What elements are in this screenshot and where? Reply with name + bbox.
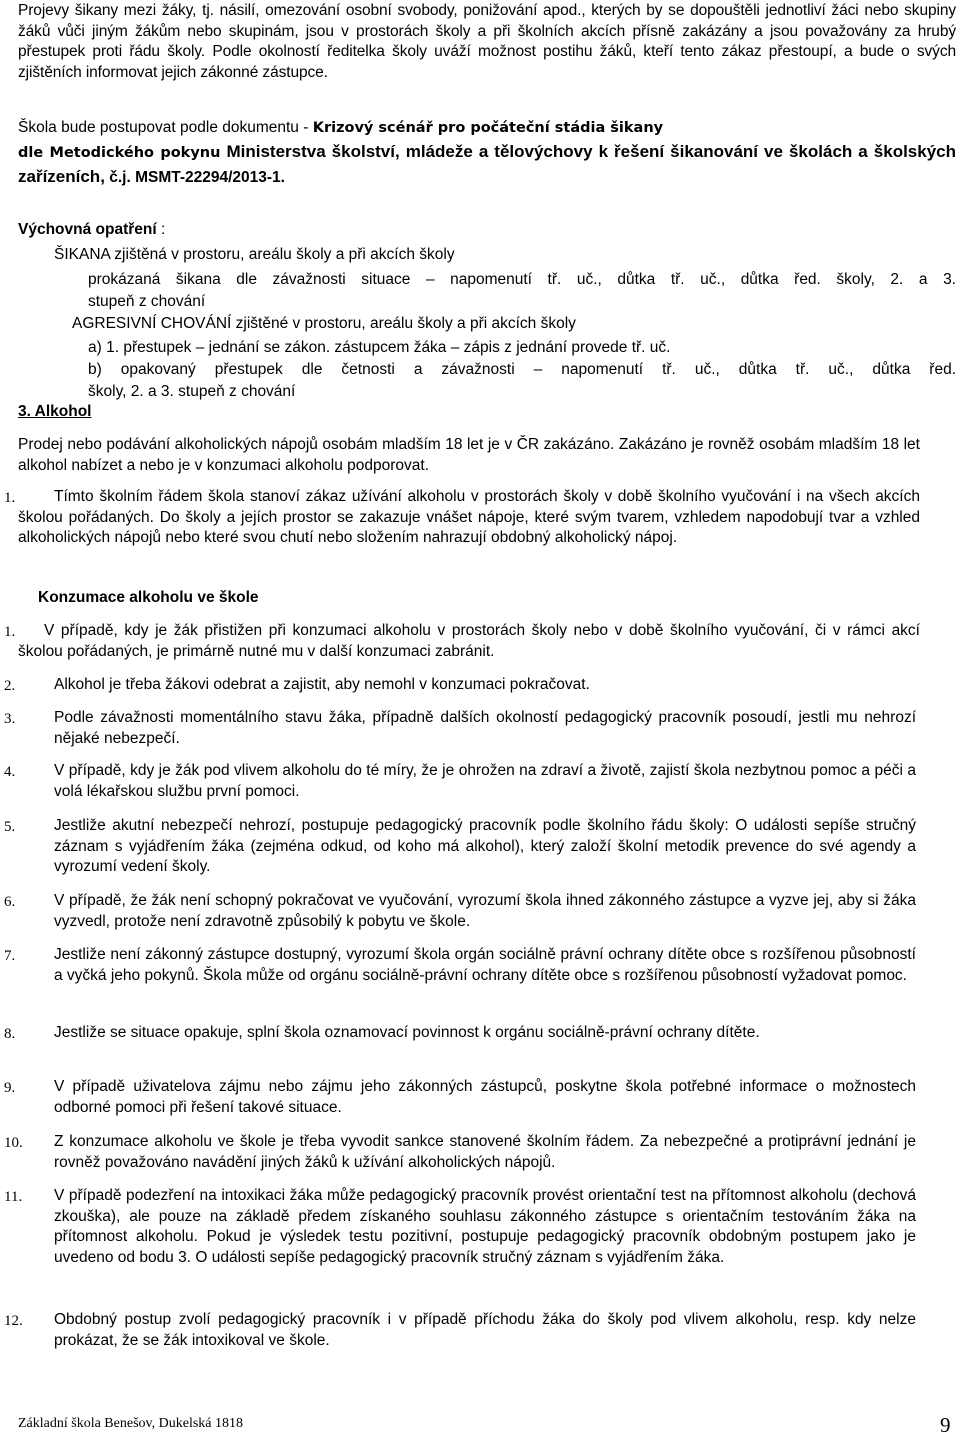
procedure-lead: Škola bude postupovat podle dokumentu -: [18, 119, 313, 136]
alcohol-heading: 3. Alkohol: [18, 403, 92, 420]
rule-number: 1.: [4, 490, 16, 506]
item-number: 4.: [4, 764, 16, 780]
crisis-scenario-title: Krizový scénář pro počáteční stádia šikany: [312, 120, 664, 136]
item-number: 3.: [4, 711, 16, 727]
item-number: 2.: [4, 678, 16, 694]
reference-number: č.j. MSMT-22294/2013-1.: [104, 169, 285, 186]
list-item: V případě uživatelova zájmu nebo zájmu jeho zákonných zástupců, poskytne škola potřebné informace o možnostech odborné pomoci při řešení takové situace.: [54, 1078, 916, 1116]
measures-title: Výchovná opatření :: [18, 221, 166, 238]
alcohol-intro: Prodej nebo podávání alkoholických nápojů osobám mladším 18 let je v ČR zakázáno. Zakázáno je rovněž osobám mladším 18 let alkohol nabízet a nebo je v konzumaci alkoholu podporovat.: [18, 436, 920, 474]
item-number: 11.: [4, 1189, 23, 1205]
procedure-paragraph: [18, 116, 956, 189]
list-item: Z konzumace alkoholu ve škole je třeba vyvodit sankce stanovené školním řádem. Za nebezpečné a protiprávní jednání je rovněž považováno navádění jiných žáků k užívání alkoholických nápojů.: [54, 1133, 916, 1171]
methodical-guideline: dle Metodického pokynu: [18, 145, 221, 161]
measures-aggression-repeat-cont: školy, 2. a 3. stupeň z chování: [88, 383, 296, 400]
item-number: 7.: [4, 948, 16, 964]
measures-bullying: ŠIKANA zjištěná v prostoru, areálu školy a při akcích školy: [54, 246, 455, 263]
item-number: 8.: [4, 1026, 16, 1042]
list-item: V případě, kdy je žák pod vlivem alkoholu do té míry, že je ohrožen na zdraví a životě, zajistí škola nezbytnou pomoc a péči a volá lékařskou službu první pomoci.: [54, 762, 916, 800]
list-item: V případě, že žák není schopný pokračovat ve vyučování, vyrozumí škola ihned zákonného zástupce a vyzve jej, aby si žáka vyzvedl, protože není zdravotně způsobilý k pobytu ve škole.: [54, 892, 916, 930]
list-item: Jestliže se situace opakuje, splní škola oznamovací povinnost k orgánu sociálně-právní ochrany dítěte.: [54, 1024, 760, 1041]
measures-bullying-penalties-cont: stupeň z chování: [88, 293, 206, 310]
list-item: Podle závažnosti momentálního stavu žáka, případně dalších okolností pedagogický pracovník posoudí, jestli mu nehrozí nějaké nebezpečí.: [54, 709, 916, 747]
intro-paragraph: Projevy šikany mezi žáky, tj. násilí, omezování osobní svobody, ponižování apod., kterých by se dopouštěli jednotliví žáci nebo skupiny žáků vůči jiným žákům nebo skupinám, jsou v prostorách školy a při školních akcích přísně zakázány a jsou považovány za hrubý přestupek proti řádu školy. Podle okolností ředitelka školy uváží možnost postihu žáků, kteří tento zákaz přestoupí, a bude o svých zjištěních informovat jejich zákonné zástupce.: [18, 2, 956, 81]
page-number: 9: [940, 1413, 951, 1437]
list-item: Alkohol je třeba žákovi odebrat a zajistit, aby nemohl v konzumaci pokračovat.: [54, 676, 590, 693]
footer-school: Základní škola Benešov, Dukelská 1818: [18, 1416, 243, 1431]
list-item: Jestliže není zákonný zástupce dostupný, vyrozumí škola orgán sociálně právní ochrany dítěte obce s rozšířenou působností a vyčká jeho pokynů. Škola může od orgánu sociálně-právní ochrany dítěte obce s rozšířenou působností vyžadovat pomoc.: [54, 946, 916, 984]
list-item: Jestliže akutní nebezpečí nehrozí, postupuje pedagogický pracovník podle školního řádu školy: O události sepíše stručný záznam s vyjádřením žáka (zejména odkud, od koho má alkohol), který založí školní metodik prevence do své agendy a vyrozumí vedení školy.: [54, 817, 916, 875]
item-number: 1.: [4, 624, 16, 640]
item-number: 9.: [4, 1080, 16, 1096]
measures-aggression: AGRESIVNÍ CHOVÁNÍ zjištěné v prostoru, areálu školy a při akcích školy: [72, 315, 576, 332]
alcohol-rule: Tímto školním řádem škola stanoví zákaz užívání alkoholu v prostorách školy v době školního vyučování i na všech akcích školou pořádaných. Do školy a jejích prostor se zakazuje vnášet nápoje, které svým tvarem, vzhledem napodobují tvar a vzhled alkoholických nápojů nebo které svou chutí nebo složením nahrazují obdobný alkoholický nápoj.: [18, 488, 920, 546]
item-number: 5.: [4, 819, 16, 835]
measures-aggression-first: a) 1. přestupek – jednání se zákon. zástupcem žáka – zápis z jednání provede tř. uč.: [88, 339, 671, 356]
list-item: Obdobný postup zvolí pedagogický pracovník i v případě příchodu žáka do školy pod vlivem alkoholu, resp. kdy nelze prokázat, že se žák intoxikoval ve škole.: [54, 1311, 916, 1349]
item-number: 12.: [4, 1313, 23, 1329]
measures-aggression-repeat: b) opakovaný přestupek dle četnosti a závažnosti – napomenutí tř. uč., důtka tř. uč., důtka řed.: [88, 361, 956, 378]
item-number: 10.: [4, 1135, 23, 1151]
item-number: 6.: [4, 894, 16, 910]
list-item: V případě podezření na intoxikaci žáka může pedagogický pracovník provést orientační test na přítomnost alkoholu (dechová zkouška), ale pouze na základě předem získaného souhlasu zákonného zástupce s orientačním testováním žáka na přítomnost alkoholu. Pokud je výsledek testu pozitivní, postupuje pedagogický pracovník obdobným postupem jako je uvedeno od bodu 3. O události sepíše pedagogický pracovník stručný záznam s vyjádřením žáka.: [54, 1187, 916, 1266]
ministry-reference: Ministerstva školství, mládeže a tělovýchovy k řešení šikanování ve školách a školských zařízeních,: [18, 142, 956, 186]
consumption-heading: Konzumace alkoholu ve škole: [38, 589, 259, 606]
measures-bullying-penalties: prokázaná šikana dle závažnosti situace – napomenutí tř. uč., důtka tř. uč., důtka řed. školy, 2. a 3.: [88, 271, 956, 288]
list-item: V případě, kdy je žák přistižen při konzumaci alkoholu v prostorách školy nebo v době školního vyučování, či v rámci akcí školou pořádaných, je primárně nutné mu v další konzumaci zabránit.: [18, 622, 920, 660]
